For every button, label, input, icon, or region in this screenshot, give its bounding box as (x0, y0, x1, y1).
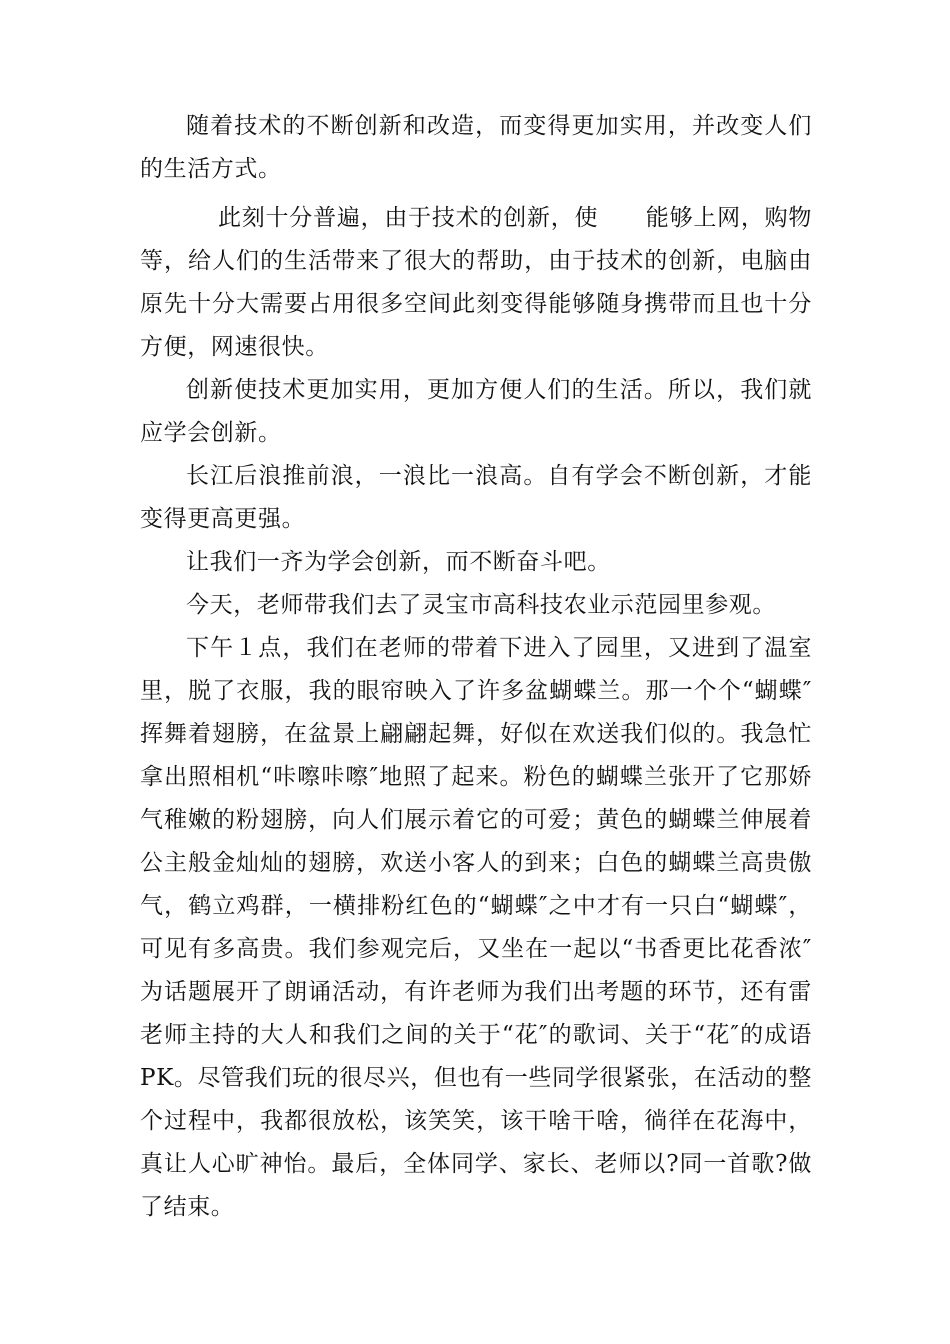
paragraph-1: 随着技术的不断创新和改造，而变得更加实用，并改变人们的生活方式。 (140, 113, 812, 182)
document-body (140, 105, 812, 1229)
paragraph-6: 今天，老师带我们去了灵宝市高科技农业示范园里参观。 (186, 592, 776, 618)
paragraph-2: 此刻十分普遍，由于技术的创新，使 能够上网，购物等，给人们的生活带来了很大的帮助，由于技术的创新，电脑由原先十分大需要占用很多空间此刻变得能够随身携带而且也十分方便，网速很快。 (140, 205, 812, 360)
paragraph-4: 长江后浪推前浪，一浪比一浪高。自有学会不断创新，才能变得更高更强。 (140, 463, 812, 532)
paragraph-3: 创新使技术更加实用，更加方便人们的生活。所以，我们就应学会创新。 (140, 377, 812, 446)
paragraph-7: 下午１点，我们在老师的带着下进入了园里，又进到了温室里，脱了衣服，我的眼帘映入了许多盆蝴蝶兰。那一个个“蝴蝶″挥舞着翅膀，在盆景上翩翩起舞，好似在欢送我们似的。我急忙拿出照相机“咔嚓咔嚓″地照了起来。粉色的蝴蝶兰张开了它那娇气稚嫩的粉翅膀，向人们展示着它的可爱；黄色的蝴蝶兰伸展着公主般金灿灿的翅膀，欢送小客人的到来；白色的蝴蝶兰高贵傲气，鹤立鸡群，一横排粉红色的“蝴蝶″之中才有一只白“蝴蝶″，可见有多高贵。我们参观完后，又坐在一起以“书香更比花香浓″为话题展开了朗诵活动，有许老师为我们出考题的环节，还有雷老师主持的大人和我们之间的关于“花″的歌词、关于“花″的成语 PK。尽管我们玩的很尽兴，但也有一些同学很紧张，在活动的整个过程中，我都很放松，该笑笑，该干啥干啥，徜徉在花海中，真让人心旷神怡。最后，全体同学、家长、老师以?同一首歌?做了结束。 (140, 635, 812, 1220)
paragraph-5: 让我们一齐为学会创新，而不断奋斗吧。 (186, 549, 611, 575)
